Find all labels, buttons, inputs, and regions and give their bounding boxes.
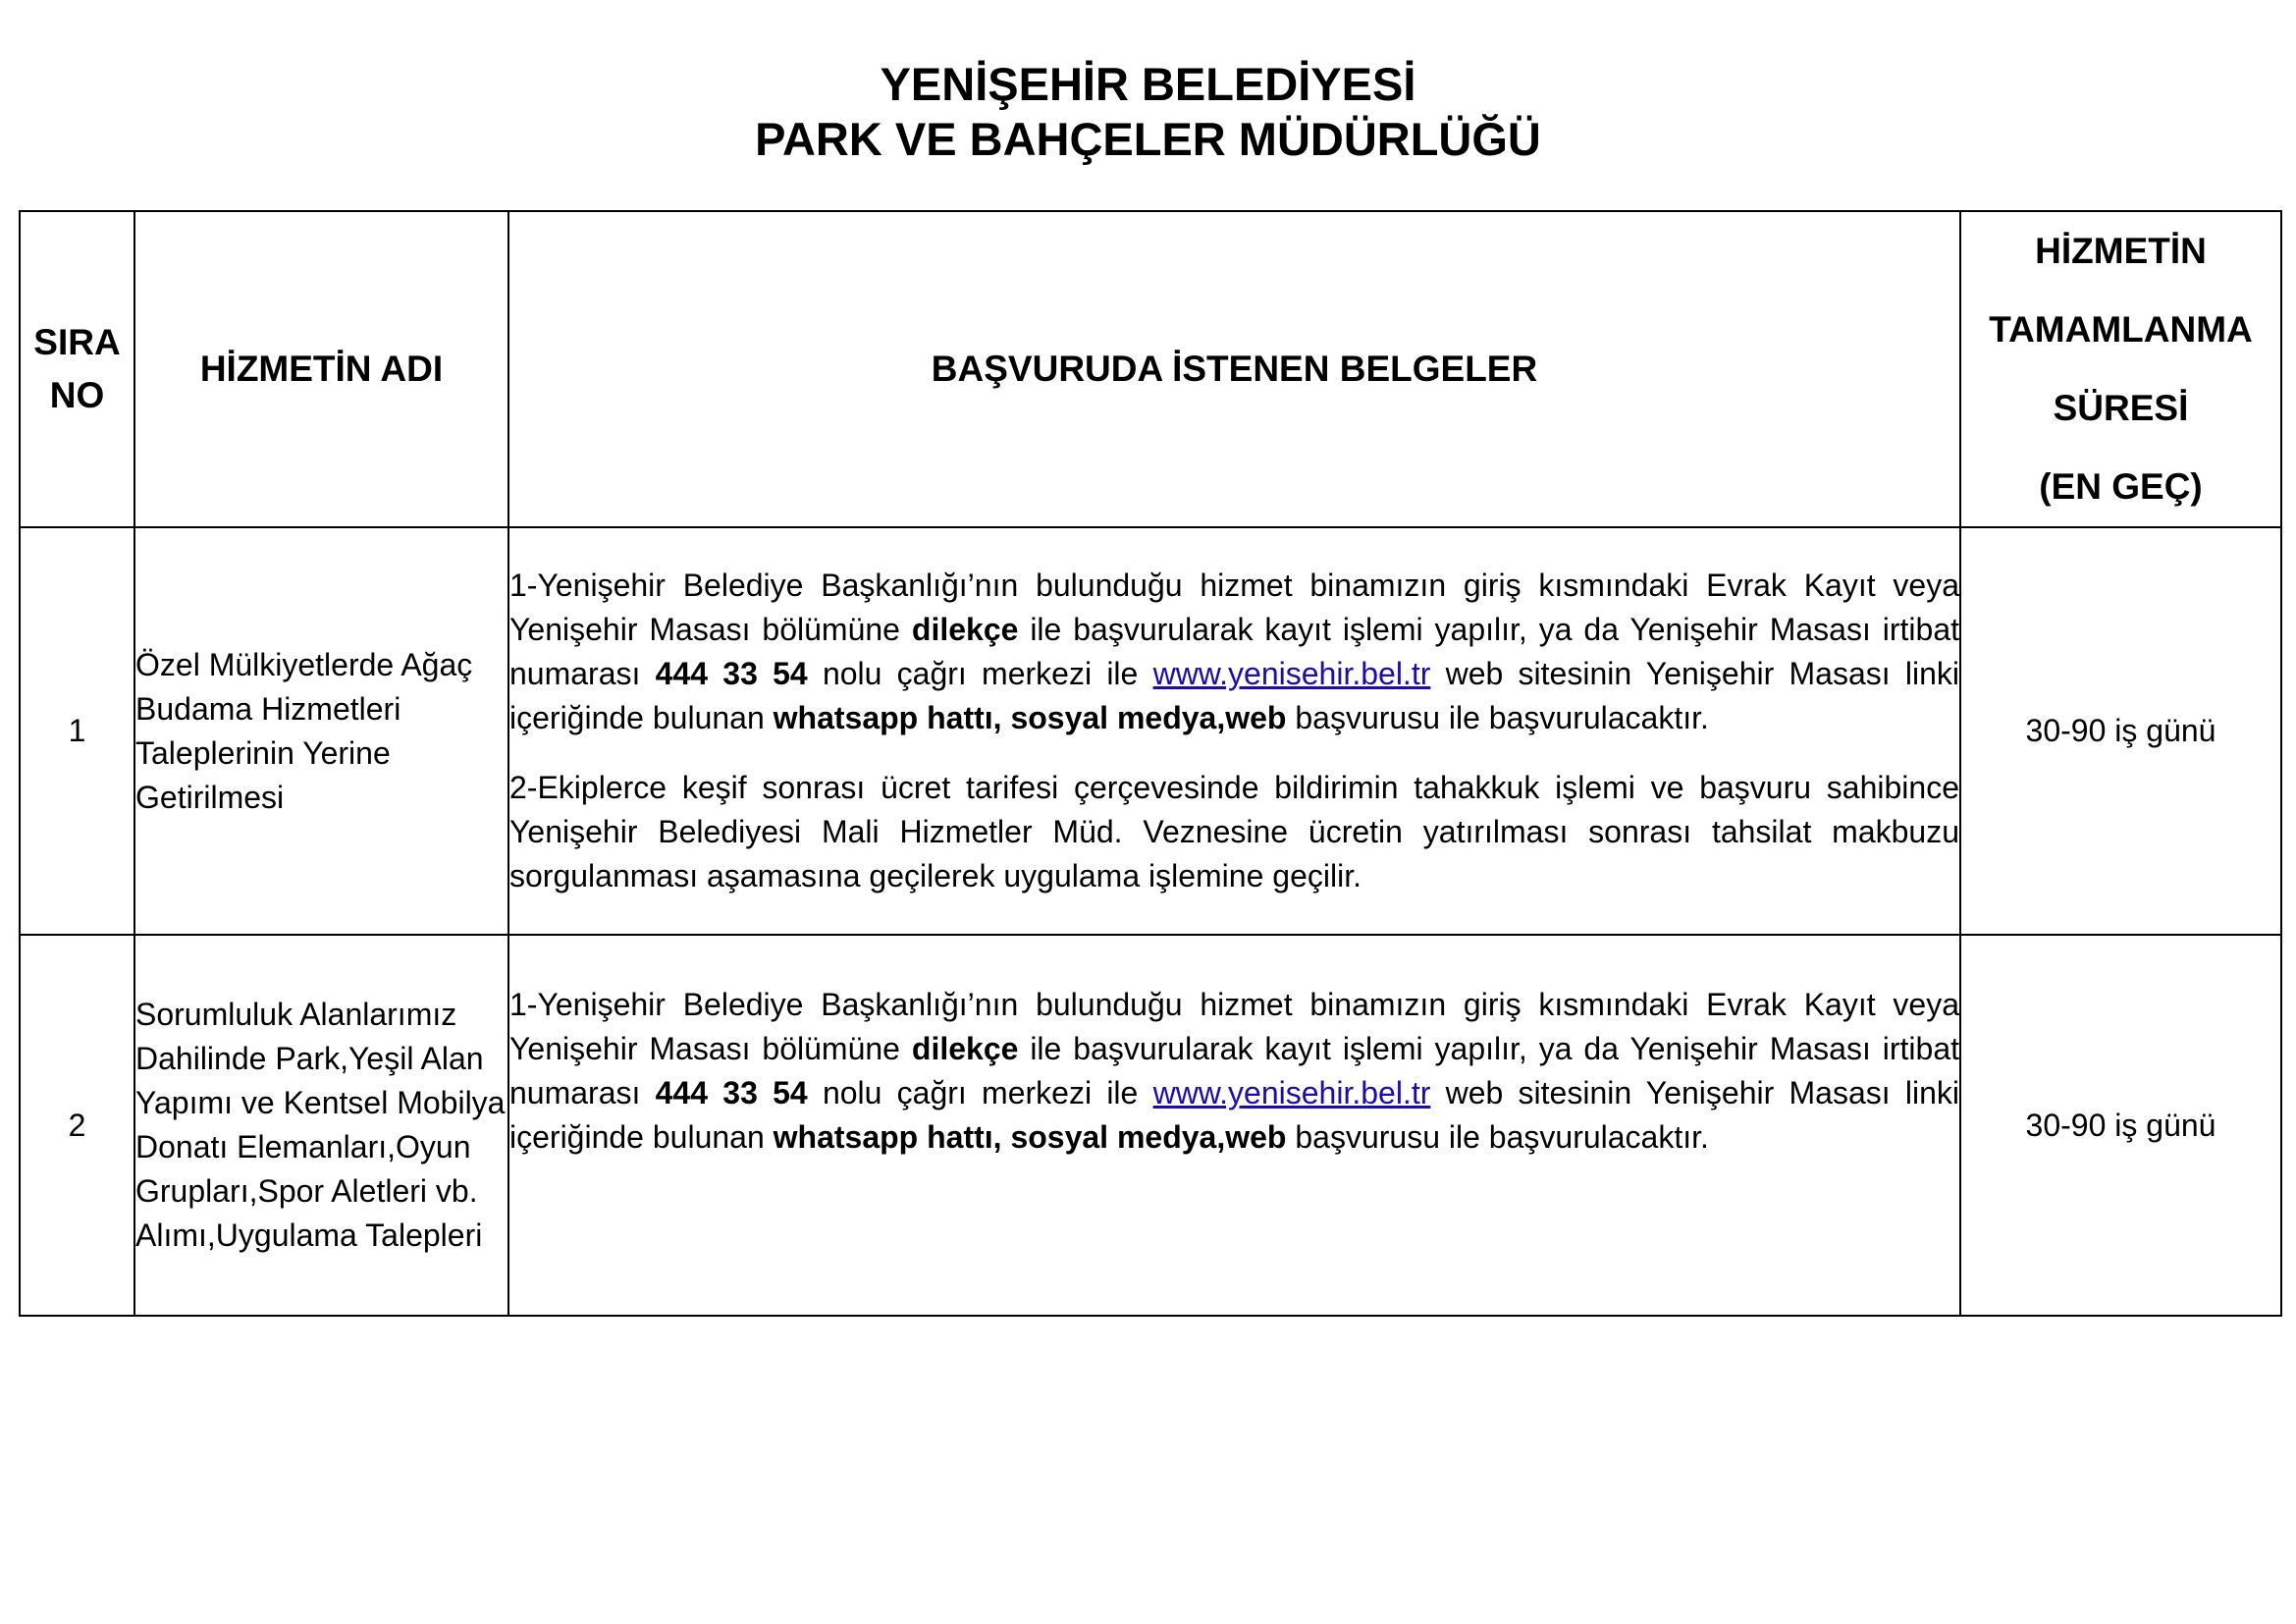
document-paragraph-1: 1-Yenişehir Belediye Başkanlığı’nın bulunduğu hizmet binamızın giriş kısmındaki Evrak Kayıt veya Yenişehir Masası bölümüne dilekçe ile başvurularak kayıt işlemi yapılır, ya da Yenişehir Masası irtibat numarası 444 33 54 nolu çağrı merkezi ile www.yenisehir.bel.tr web sitesinin Yenişehir Masası linki içeriğinde bulunan whatsapp hattı, sosyal medya,web başvurusu ile başvurulacaktır.: [509, 987, 1960, 1155]
table-row: [20, 935, 2281, 1316]
completion-time: 30-90 iş günü: [1960, 935, 2281, 1316]
website-link[interactable]: www.yenisehir.bel.tr: [1152, 1075, 1431, 1110]
required-documents: [508, 527, 1960, 935]
title-line-directorate: PARK VE BAHÇELER MÜDÜRLÜĞÜ: [755, 113, 1541, 165]
required-documents: [508, 935, 1960, 1316]
row-number: 1: [20, 527, 134, 935]
column-header-name: HİZMETİN ADI: [134, 211, 508, 527]
service-name: Özel Mülkiyetlerde Ağaç Budama Hizmetleri Taleplerinin Yerine Getirilmesi: [134, 527, 508, 935]
service-name: Sorumluluk Alanlarımız Dahilinde Park,Yeşil Alan Yapımı ve Kentsel Mobilya Donatı Elemanları,Oyun Grupları,Spor Aletleri vb. Alımı,Uygulama Talepleri: [134, 935, 508, 1316]
completion-time: 30-90 iş günü: [1960, 527, 2281, 935]
column-header-no: SIRA NO: [20, 211, 134, 527]
title-line-municipality: YENİŞEHİR BELEDİYESİ: [880, 58, 1416, 110]
table-header-row: [20, 211, 2281, 527]
website-link[interactable]: www.yenisehir.bel.tr: [1152, 656, 1431, 691]
row-number: 2: [20, 935, 134, 1316]
table-row: [20, 527, 2281, 935]
document-paragraph-1: 1-Yenişehir Belediye Başkanlığı’nın bulunduğu hizmet binamızın giriş kısmındaki Evrak Kayıt veya Yenişehir Masası bölümüne dilekçe ile başvurularak kayıt işlemi yapılır, ya da Yenişehir Masası irtibat numarası 444 33 54 nolu çağrı merkezi ile www.yenisehir.bel.tr web sitesinin Yenişehir Masası linki içeriğinde bulunan whatsapp hattı, sosyal medya,web başvurusu ile başvurulacaktır.: [509, 568, 1960, 735]
services-table: [19, 210, 2282, 1317]
document-paragraph-2: 2-Ekiplerce keşif sonrası ücret tarifesi çerçevesinde bildirimin tahakkuk işlemi ve başvuru sahibince Yenişehir Belediyesi Mali Hizmetler Müd. Veznesine ücretin yatırılması sonrası tahsilat makbuzu sorgulanması aşamasına geçilerek uygulama işlemine geçilir.: [509, 770, 1959, 893]
page-title: [0, 57, 2296, 167]
column-header-duration: HİZMETİN TAMAMLANMA SÜRESİ (EN GEÇ): [1960, 211, 2281, 527]
column-header-documents: BAŞVURUDA İSTENEN BELGELER: [508, 211, 1960, 527]
